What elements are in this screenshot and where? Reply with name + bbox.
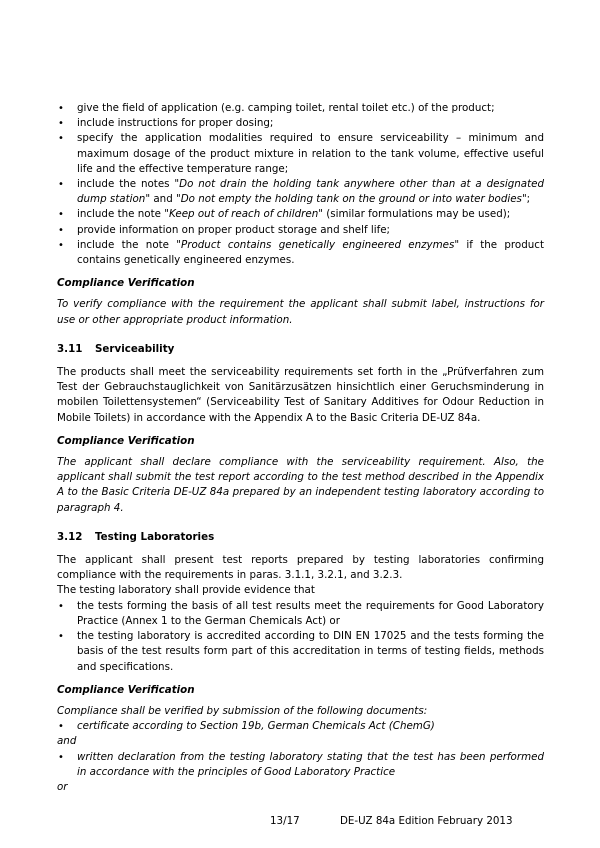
verification-documents-intro: Compliance shall be verified by submission of the following documents: bbox=[57, 704, 428, 717]
list-item bbox=[57, 116, 544, 131]
serviceability-verification-text: The applicant shall declare compliance with the serviceability requirement. Also, the applicant shall submit the test report according to the test method described in the Appendix A to the Basic Criteria DE-UZ 84a prepared by an independent testing laboratory according to paragraph 4. bbox=[57, 456, 544, 514]
edition-label: DE-UZ 84a Edition February 2013 bbox=[340, 815, 513, 827]
list-item bbox=[57, 177, 544, 207]
list-item bbox=[57, 207, 544, 222]
list-item bbox=[57, 238, 544, 268]
requirements-bullet-list bbox=[57, 101, 544, 268]
list-item-text: " (similar formulations may be used); bbox=[318, 208, 511, 221]
compliance-verification-heading: Compliance Verification bbox=[57, 434, 195, 447]
list-item-text: give the field of application (e.g. camping toilet, rental toilet etc.) of the product; bbox=[77, 102, 495, 114]
quoted-note-text: Product contains genetically engineered enzymes bbox=[181, 238, 455, 251]
list-item: • the testing laboratory is accredited according to DIN EN 17025 and the tests forming the basis of the test results form part of this accreditation in terms of testing fields, methods and specifications. bbox=[57, 629, 544, 675]
list-item-text: include the note " bbox=[77, 208, 169, 221]
section-number: 3.12 bbox=[57, 530, 83, 543]
section-number: 3.11 bbox=[57, 342, 83, 355]
list-item-text: " and " bbox=[145, 193, 181, 206]
section-title: Serviceability bbox=[95, 342, 175, 355]
page-number: 13/17 bbox=[270, 815, 300, 827]
quoted-note-text: Do not empty the holding tank on the ground or into water bodies bbox=[180, 193, 522, 206]
section-3-11-heading bbox=[57, 342, 544, 357]
verification-documents-list-1 bbox=[57, 719, 544, 734]
compliance-verification-heading: Compliance Verification bbox=[57, 683, 195, 696]
list-item bbox=[57, 223, 544, 238]
compliance-verification-text: To verify compliance with the requirement the applicant shall submit label, instructions for use or other appropriate product information. bbox=[57, 298, 544, 326]
conjunction-or: or bbox=[57, 780, 68, 793]
quoted-note-text: Do not drain the holding tank anywhere other than at a designated dump station bbox=[77, 178, 544, 206]
list-item: • written declaration from the testing laboratory stating that the test has been performed in accordance with the principles of Good Laboratory Practice bbox=[57, 750, 544, 780]
conjunction-and: and bbox=[57, 735, 77, 748]
list-item bbox=[57, 131, 544, 177]
list-item-text: include instructions for proper dosing; bbox=[77, 117, 274, 130]
list-item-text: include the notes " bbox=[77, 178, 180, 191]
verification-documents-list-2 bbox=[57, 750, 544, 780]
list-item-text: "; bbox=[521, 193, 531, 206]
compliance-verification-heading: Compliance Verification bbox=[57, 277, 195, 290]
page-footer bbox=[0, 813, 600, 829]
testing-laboratories-evidence-intro: The testing laboratory shall provide evidence that bbox=[57, 584, 315, 597]
section-title: Testing Laboratories bbox=[95, 530, 215, 543]
section-3-12-heading bbox=[57, 530, 544, 545]
serviceability-body: The products shall meet the serviceability requirements set forth in the „Prüfverfahren zum Test der Gebrauchstauglichkeit von Sanitärzusätzen hinsichtlich einer Geruchsminderung in mobilen Toilettensystemen“ (Serviceability Test of Sanitary Additives for Odour Reduction in Mobile Toilets) in accordance with the Appendix A to the Basic Criteria DE-UZ 84a. bbox=[57, 366, 544, 424]
page-content bbox=[57, 101, 544, 795]
evidence-bullet-list bbox=[57, 599, 544, 675]
testing-laboratories-body: The applicant shall present test reports prepared by testing laboratories confirming compliance with the requirements in paras. 3.1.1, 3.2.1, and 3.2.3. bbox=[57, 554, 544, 582]
list-item-text: specify the application modalities required to ensure serviceability – minimum and maximum dosage of the product mixture in relation to the tank volume, effective useful life and the effective temperature range; bbox=[77, 132, 544, 175]
list-item-text: include the note " bbox=[77, 238, 182, 251]
list-item-text: " if the product contains genetically engineered enzymes. bbox=[77, 238, 544, 267]
quoted-note-text: Keep out of reach of children bbox=[168, 208, 319, 221]
list-item-text: provide information on proper product storage and shelf life; bbox=[77, 223, 391, 236]
list-item: • the tests forming the basis of all test results meet the requirements for Good Laboratory Practice (Annex 1 to the German Chemicals Act) or bbox=[57, 599, 544, 629]
list-item bbox=[57, 101, 544, 116]
list-item: • certificate according to Section 19b, German Chemicals Act (ChemG) bbox=[57, 719, 544, 734]
